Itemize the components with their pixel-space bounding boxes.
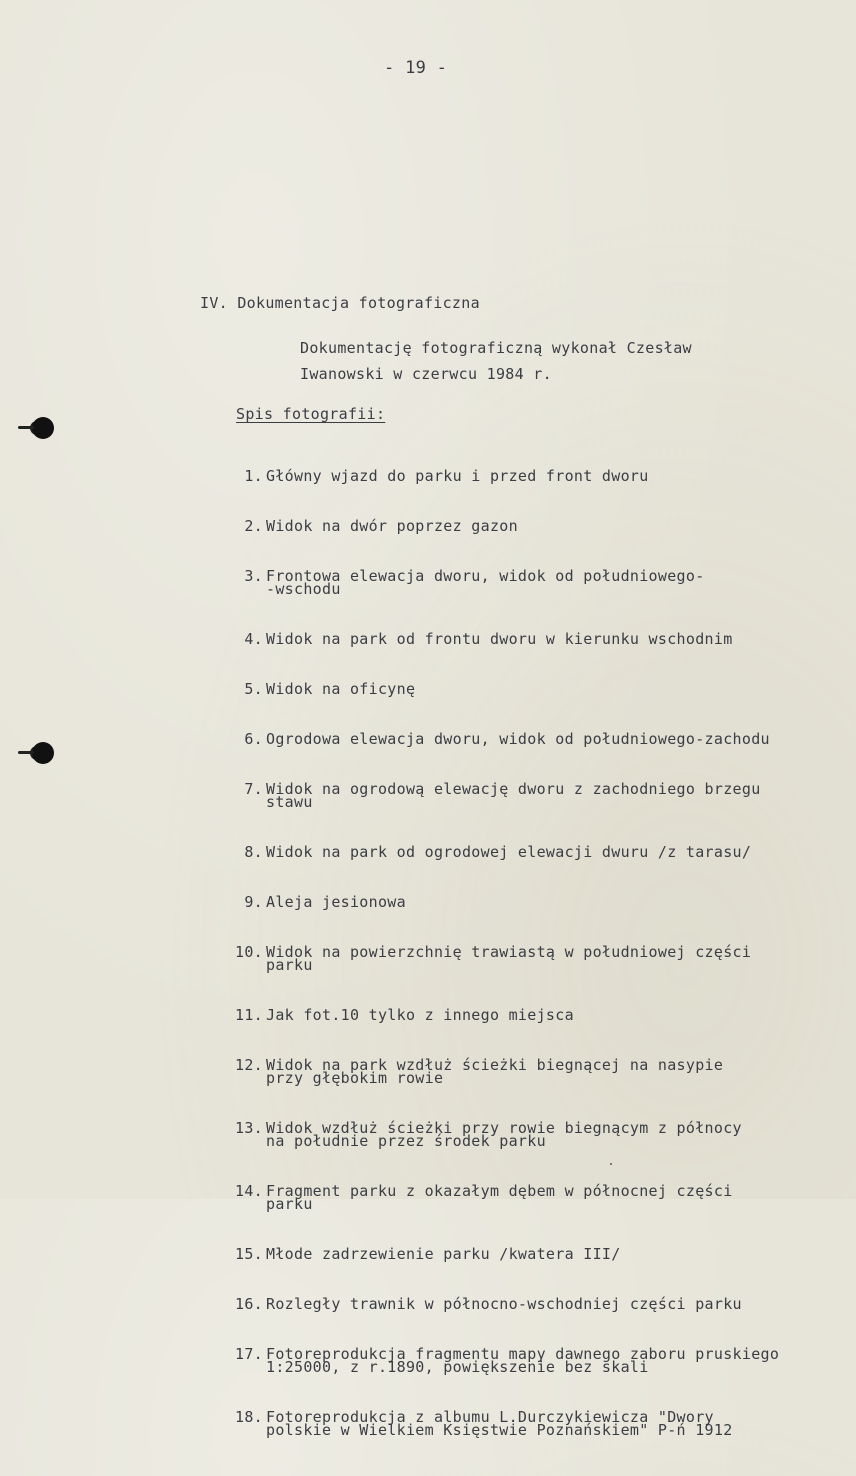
list-item <box>214 1119 854 1150</box>
list-item-number: 13. <box>235 1119 263 1137</box>
list-item <box>214 1345 854 1376</box>
list-item <box>214 1295 854 1313</box>
list-item-text: Fotoreprodukcja fragmentu mapy dawnego zaboru pruskiego 1:25000, z r.1890, powiększenie bez skali <box>266 1345 780 1376</box>
list-item <box>214 943 854 974</box>
list-item-text: Frontowa elewacja dworu, widok od południowego- -wschodu <box>266 567 705 598</box>
list-item-number: 9. <box>244 893 263 911</box>
punch-hole-icon <box>32 742 54 764</box>
list-item-text: Widok na oficynę <box>266 680 416 698</box>
list-item <box>214 1182 854 1213</box>
photo-list-heading: Spis fotografii: <box>236 405 386 423</box>
list-item <box>214 680 854 698</box>
list-item-text: Widok na ogrodową elewację dworu z zachodniego brzegu stawu <box>266 780 761 811</box>
list-item <box>214 843 854 861</box>
list-item <box>214 893 854 911</box>
list-item-number: 5. <box>244 680 263 698</box>
list-item-text: Widok na dwór poprzez gazon <box>266 517 518 535</box>
list-item-text: Główny wjazd do parku i przed front dworu <box>266 467 649 485</box>
photo-list <box>214 444 854 1474</box>
list-item-number: 12. <box>235 1056 263 1074</box>
list-item-text: Widok na powierzchnię trawiastą w południowej części parku <box>266 943 752 974</box>
list-item-text: Ogrodowa elewacja dworu, widok od południowego-zachodu <box>266 730 770 748</box>
paper-speck <box>610 1163 612 1165</box>
intro-line-1: Dokumentację fotograficzną wykonał Czesław <box>300 339 692 357</box>
list-item <box>214 467 854 485</box>
list-item <box>214 517 854 535</box>
list-item-number: 2. <box>244 517 263 535</box>
list-item-text: Widok wzdłuż ścieżki przy rowie biegnącym z północy na południe przez środek parku <box>266 1119 742 1150</box>
list-item-number: 4. <box>244 630 263 648</box>
list-item-text: Fragment parku z okazałym dębem w północnej części parku <box>266 1182 733 1213</box>
list-item-text: Widok na park od frontu dworu w kierunku wschodnim <box>266 630 733 648</box>
list-item <box>214 1056 854 1087</box>
punch-hole-icon <box>32 417 54 439</box>
list-item-text: Aleja jesionowa <box>266 893 406 911</box>
list-item-number: 8. <box>244 843 263 861</box>
list-item-text: Młode zadrzewienie parku /kwatera III/ <box>266 1245 621 1263</box>
list-item-number: 18. <box>235 1408 263 1426</box>
list-item-number: 11. <box>235 1006 263 1024</box>
list-item <box>214 730 854 748</box>
list-item-number: 1. <box>244 467 263 485</box>
list-item <box>214 780 854 811</box>
list-item-text: Fotoreprodukcja z albumu L.Durczykiewicza "Dwory polskie w Wielkiem Księstwie Poznańskiem" P-ń 1912 <box>266 1408 733 1439</box>
list-item-number: 14. <box>235 1182 263 1200</box>
list-item <box>214 1408 854 1439</box>
list-item <box>214 630 854 648</box>
list-item-number: 16. <box>235 1295 263 1313</box>
list-item <box>214 567 854 598</box>
section-heading: IV. Dokumentacja fotograficzna <box>200 294 480 312</box>
list-item-text: Widok na park od ogrodowej elewacji dwuru /z tarasu/ <box>266 843 752 861</box>
page-number: - 19 - <box>384 58 448 78</box>
list-item-number: 7. <box>244 780 263 798</box>
list-item-number: 17. <box>235 1345 263 1363</box>
list-item-number: 15. <box>235 1245 263 1263</box>
list-item-number: 10. <box>235 943 263 961</box>
list-item-text: Widok na park wzdłuż ścieżki biegnącej na nasypie przy głębokim rowie <box>266 1056 724 1087</box>
list-item <box>214 1006 854 1024</box>
intro-line-2: Iwanowski w czerwcu 1984 r. <box>300 365 552 383</box>
list-item-number: 3. <box>244 567 263 585</box>
list-item-text: Jak fot.10 tylko z innego miejsca <box>266 1006 574 1024</box>
list-item-text: Rozległy trawnik w północno-wschodniej części parku <box>266 1295 742 1313</box>
list-item <box>214 1245 854 1263</box>
list-item-number: 6. <box>244 730 263 748</box>
